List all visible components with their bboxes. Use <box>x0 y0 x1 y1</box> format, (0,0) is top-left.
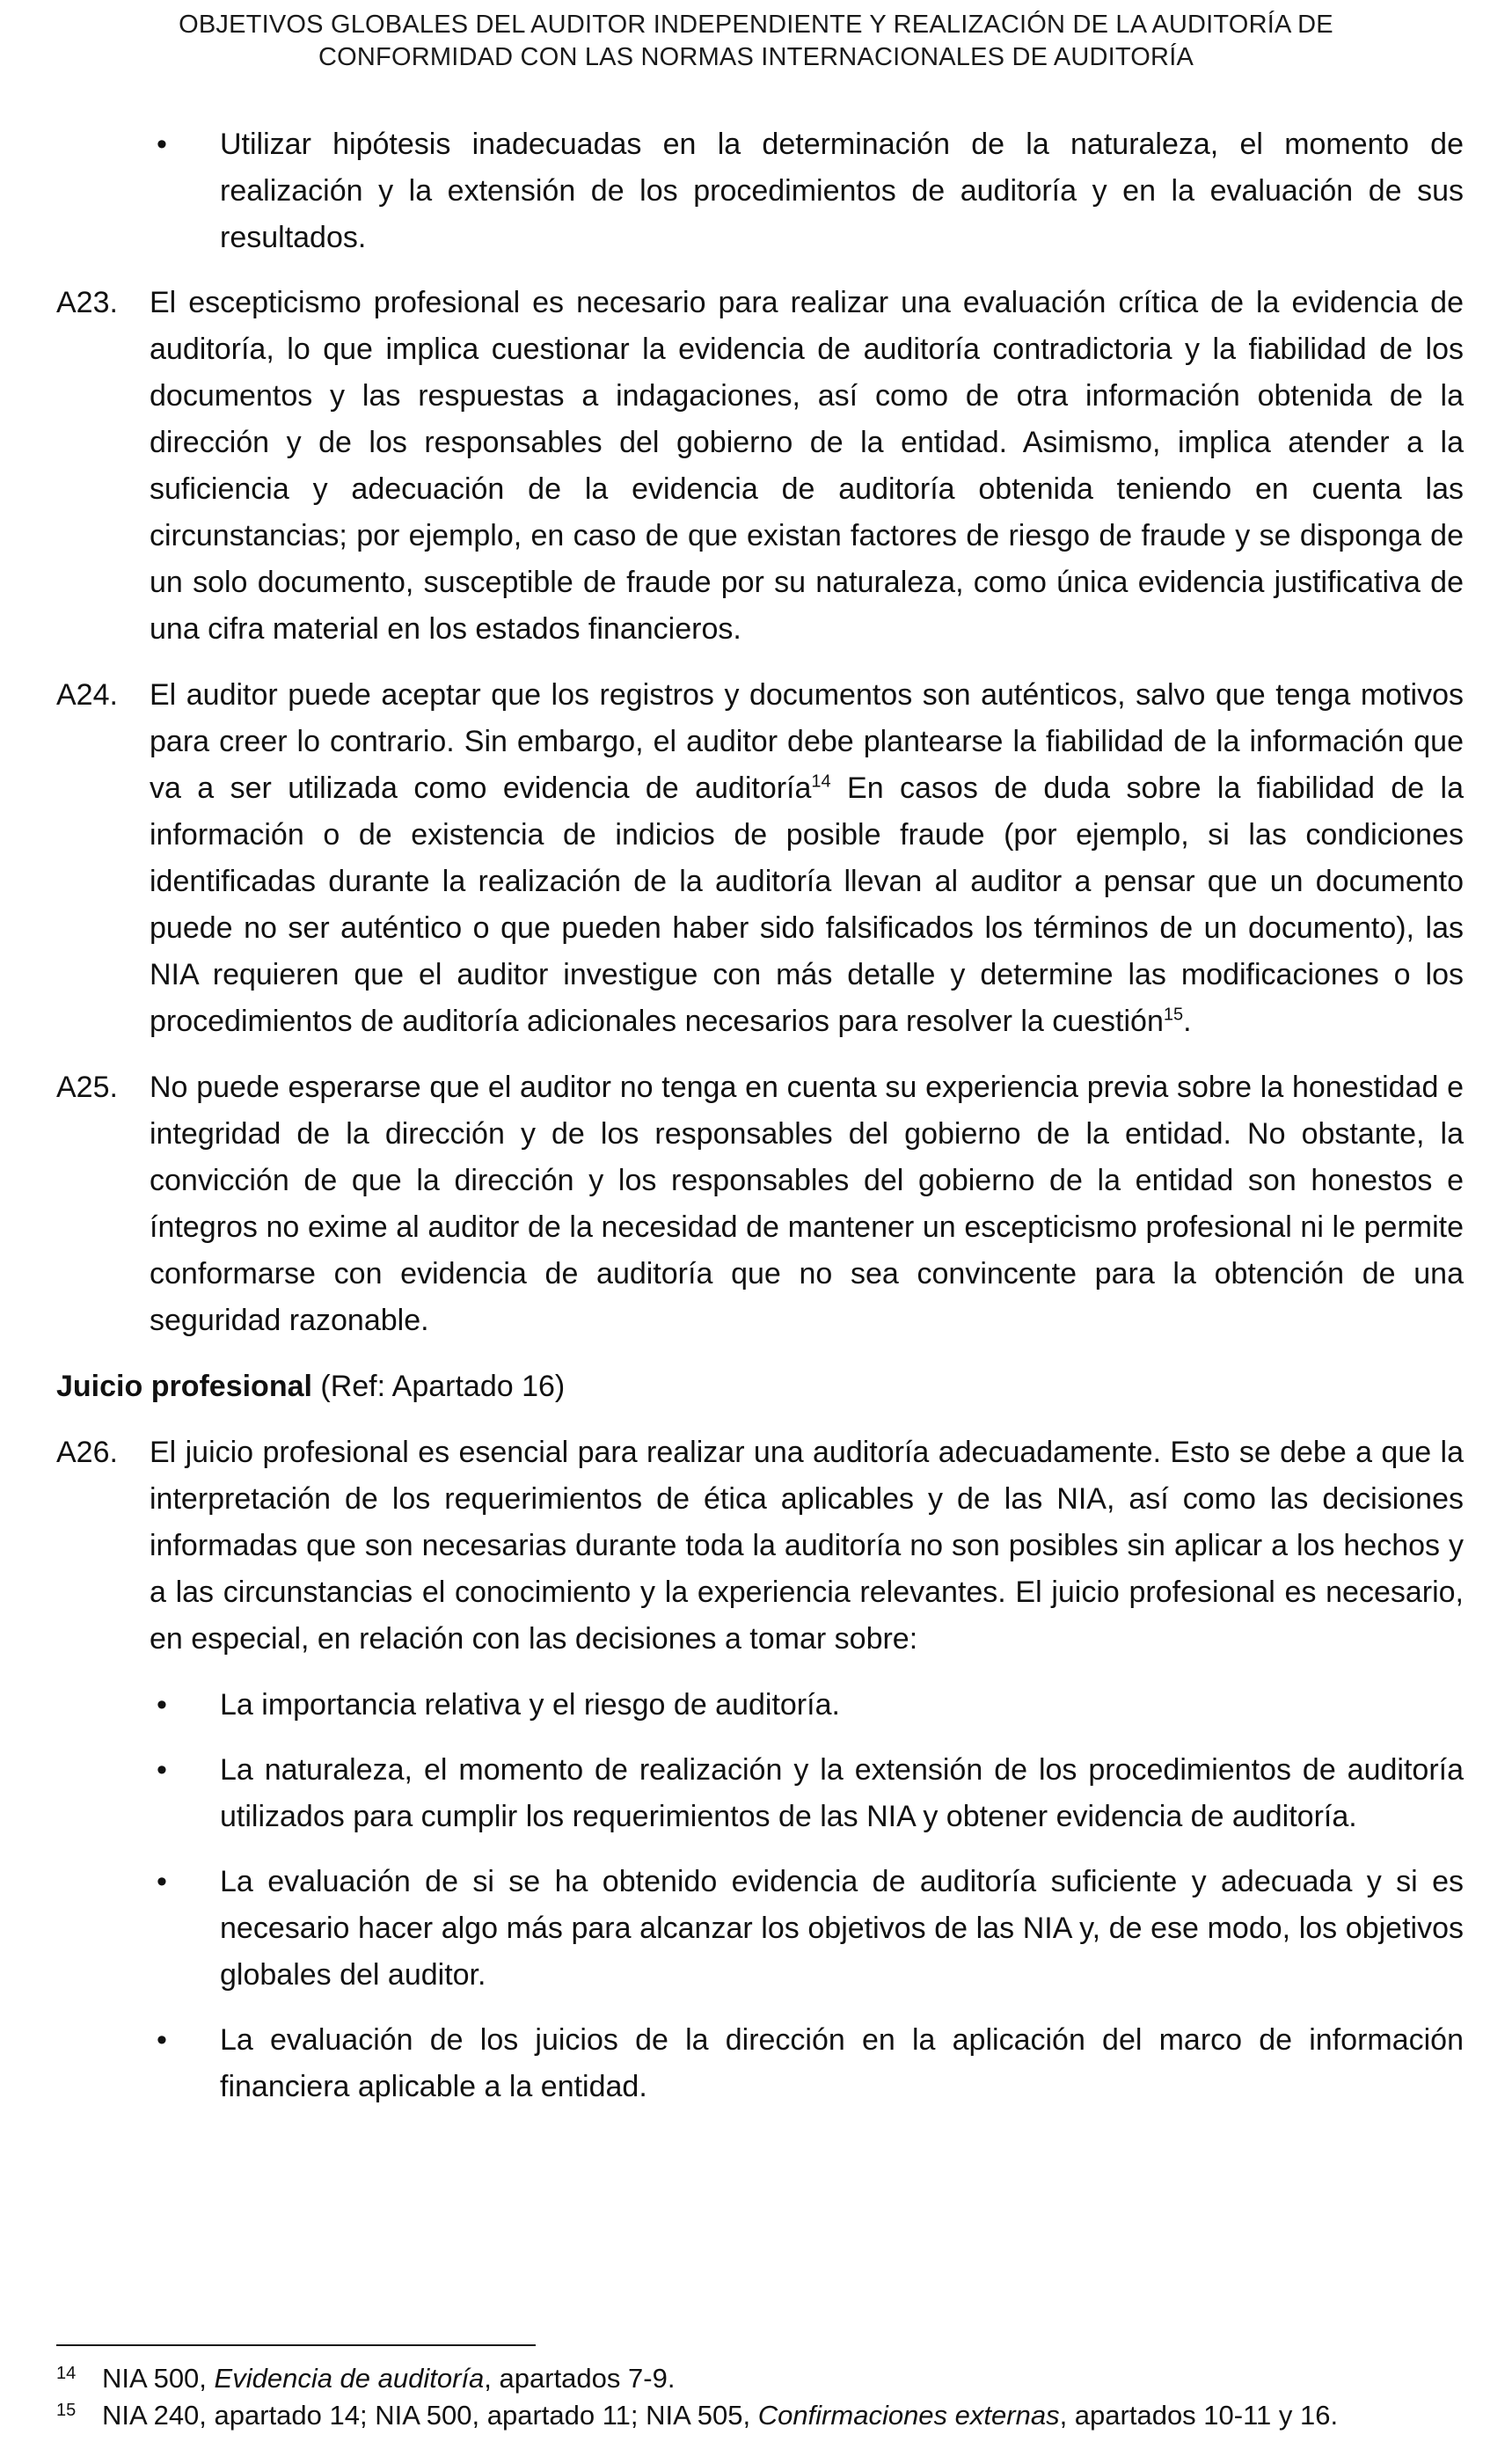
paragraph-number: A25. <box>56 1071 118 1104</box>
header-line-1: OBJETIVOS GLOBALES DEL AUDITOR INDEPENDIENTE Y REALIZACIÓN DE LA AUDITORÍA DE <box>179 11 1333 39</box>
footnotes <box>56 2360 1464 2434</box>
footnote-title: Evidencia de auditoría <box>214 2363 485 2394</box>
footnote-text: NIA 500, <box>102 2363 215 2394</box>
paragraph-text: . <box>1183 1005 1192 1038</box>
bullet-item <box>56 1747 1464 1840</box>
bullet-item <box>56 121 1464 261</box>
section-heading <box>56 1364 1464 1410</box>
bullet-text: La importancia relativa y el riesgo de auditoría. <box>220 1688 840 1722</box>
paragraph-text: El juicio profesional es esencial para realizar una auditoría adecuadamente. Esto se debe a que la interpretación de los requerimientos de ética aplicables y de las NIA, así como las decisiones informadas que son necesarias durante toda la auditoría no son posibles sin aplicar a los hechos y a las circunstancias el conocimiento y la experiencia relevantes. El juicio profesional es necesario, en especial, en relación con las decisiones a tomar sobre: <box>150 1436 1464 1656</box>
footnote-separator <box>56 2344 536 2346</box>
footnote-number: 15 <box>56 2401 77 2420</box>
footnote-number: 14 <box>56 2364 77 2383</box>
bullet-item <box>56 2017 1464 2110</box>
paragraph-text: No puede esperarse que el auditor no tenga en cuenta su experiencia previa sobre la honestidad e integridad de la dirección y de los responsables del gobierno de la entidad. No obstante, la convicción de que la dirección y los responsables del gobierno de la entidad son honestos e íntegros no exime al auditor de la necesidad de mantener un escepticismo profesional ni le permite conformarse con evidencia de auditoría que no sea convincente para la obtención de una seguridad razonable. <box>150 1071 1464 1337</box>
bullet-item <box>56 1682 1464 1729</box>
bullet-glyph: • <box>157 1865 167 1898</box>
paragraph-text: El auditor puede aceptar que los registros y documentos son auténticos, salvo que tenga motivos para creer lo contrario. Sin embargo, el auditor debe plantearse la fiabilidad de la información que va a ser utilizada como evidencia de auditoría <box>150 678 1464 805</box>
bullet-item <box>56 1859 1464 1999</box>
paragraph-text: En casos de duda sobre la fiabilidad de la información o de existencia de indicios de posible fraude (por ejemplo, si las condiciones identificadas durante la realización de la auditoría llevan al auditor a pensar que un documento puede no ser auténtico o que pueden haber sido falsificados los términos de un documento), las NIA requieren que el auditor investigue con más detalle y determine las modificaciones o los procedimientos de auditoría adicionales necesarios para resolver la cuestión <box>150 771 1464 1038</box>
footnote-text: , apartados 7-9. <box>484 2363 676 2394</box>
section-heading-title: Juicio profesional <box>56 1370 312 1403</box>
bullet-glyph: • <box>157 1688 167 1722</box>
footnote-ref-15[interactable]: 15 <box>1163 1005 1184 1025</box>
paragraph-a23 <box>56 280 1464 653</box>
bullet-text: Utilizar hipótesis inadecuadas en la determinación de la naturaleza, el momento de realización y la extensión de los procedimientos de auditoría y en la evaluación de sus resultados. <box>220 128 1464 254</box>
bullet-text: La evaluación de los juicios de la dirección en la aplicación del marco de información financiera aplicable a la entidad. <box>220 2023 1464 2103</box>
footnote-15 <box>56 2397 1464 2434</box>
paragraph-text: El escepticismo profesional es necesario para realizar una evaluación crítica de la evidencia de auditoría, lo que implica cuestionar la evidencia de auditoría contradictoria y la fiabilidad de los documentos y las respuestas a indagaciones, así como de otra información obtenida de la dirección y de los responsables del gobierno de la entidad. Asimismo, implica atender a la suficiencia y adecuación de la evidencia de auditoría obtenida teniendo en cuenta las circunstancias; por ejemplo, en caso de que existan factores de riesgo de fraude y se disponga de un solo documento, susceptible de fraude por su naturaleza, como única evidencia justificativa de una cifra material en los estados financieros. <box>150 286 1464 646</box>
paragraph-a25 <box>56 1064 1464 1344</box>
bullet-glyph: • <box>157 1753 167 1787</box>
paragraph-a24 <box>56 672 1464 1045</box>
document-body <box>56 121 1464 2129</box>
bullet-glyph: • <box>157 2023 167 2057</box>
footnote-text: , apartados 10-11 y 16. <box>1059 2400 1339 2431</box>
header-line-2: CONFORMIDAD CON LAS NORMAS INTERNACIONALES DE AUDITORÍA <box>318 43 1194 71</box>
paragraph-a26 <box>56 1429 1464 1663</box>
footnote-ref-14[interactable]: 14 <box>811 771 831 792</box>
footnote-14 <box>56 2360 1464 2397</box>
bullet-text: La evaluación de si se ha obtenido evidencia de auditoría suficiente y adecuada y si es necesario hacer algo más para alcanzar los objetivos de las NIA y, de ese modo, los objetivos globales del auditor. <box>220 1865 1464 1992</box>
running-header <box>0 9 1512 74</box>
paragraph-number: A23. <box>56 286 118 319</box>
footnote-title: Confirmaciones externas <box>757 2400 1060 2431</box>
section-heading-ref: (Ref: Apartado 16) <box>311 1370 566 1403</box>
paragraph-number: A24. <box>56 678 118 712</box>
bullet-text: La naturaleza, el momento de realización y la extensión de los procedimientos de auditoría utilizados para cumplir los requerimientos de las NIA y obtener evidencia de auditoría. <box>220 1753 1464 1833</box>
footnote-text: NIA 240, apartado 14; NIA 500, apartado 11; NIA 505, <box>102 2400 758 2431</box>
paragraph-number: A26. <box>56 1436 118 1469</box>
bullet-glyph: • <box>157 128 167 161</box>
